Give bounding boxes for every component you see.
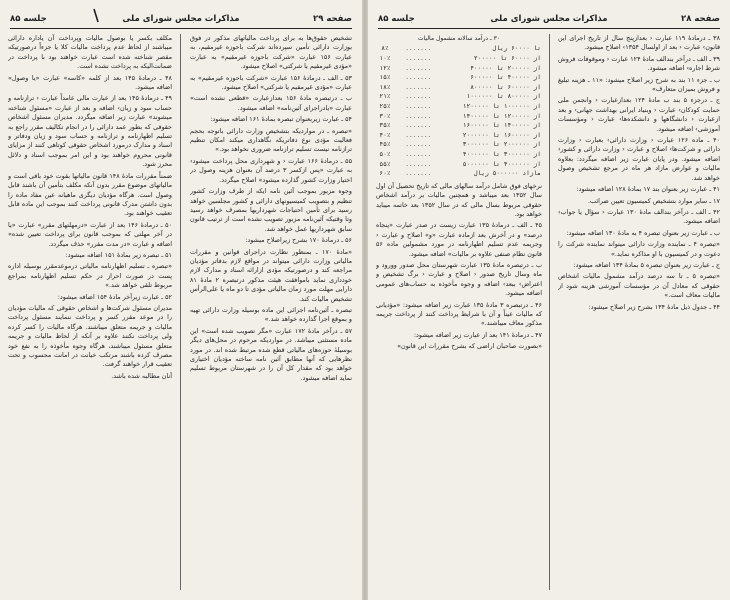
- paragraph: «تبصره ۴ ـ نماینده وزارت دارائی میتواند نماینده شرکت را دعوت و در کمیسیون با او مذاکره نماید.»: [558, 240, 720, 258]
- paragraph: ۴۹ ـ درمادهٔ ۱۴۵ بعد از عبارت مالی عامداً عبارت ‹ ترازنامه و حساب سود و زیان› اضافه و بعد از عبارت «مسئول شناخته میشوند» عبارت زیر اضافه میگردد. مدیران مسئول اشخاص حقوقی که بطور عمد دارائی را در انجام تکالیف مقرر راجع به تسلیم اظهارنامه و ترازنامه و حساب سود و زیان ودفاتر و اسناد و مدارک درمورد اشخاص حقوقی کوتاهی کنند از مزایای قانونی محروم خواهند بود و این امر بموجب اسناد و دلائل محرز شود.: [8, 94, 172, 169]
- paragraph: ج ـ عبارت زیر بعنوان تبصره ۵ بمادهٔ ۱۳۴ اضافه میشود:: [573, 260, 720, 269]
- paragraph: «تبصره ـ تسلیم اظهارنامه مالیاتی درموعدمقرر بوسیله اداره پست در صورت احراز در حکم تسلیم اظهارنامه بمراجع مربوط تلقی خواهد شد.»: [8, 262, 172, 290]
- tax-table-row: [376, 169, 542, 179]
- tax-table-row: [376, 102, 542, 112]
- income-bracket-cell: از ۱۲۰۰۰۰۰ تا ۱۴۰۰۰۰۰: [462, 112, 541, 120]
- income-bracket-cell: از ۳۰۰۰۰۰۰ تا ۴۰۰۰۰۰۰: [462, 150, 541, 158]
- tax-table-row: [376, 150, 542, 160]
- tax-rate-table: [376, 44, 542, 178]
- paragraph: ۴۴ ـ جدول ذیل مادهٔ ۱۳۴ بشرح زیر اصلاح میشود:: [588, 302, 720, 311]
- income-bracket-cell: تا ۶۰۰۰۰ ریال: [492, 45, 541, 53]
- leader-dots: .......: [405, 112, 432, 120]
- left-page-header: [10, 14, 352, 29]
- paragraph: مدیران مسئول شرکت‌ها و اشخاص حقوقی که مالیات مؤدیان را در موعد مقرر کسر و پرداخت ننمایند مسئول پرداخت مالیات و جریمه متعلق میباشند. هرگاه مالیات را کسر کرده ولی پرداخت نکنند علاوه بر آنکه از لحاظ مالیات و جریمه متعلق مسئول میباشند، هرگاه وجوه مأخوذه را به نفع خود مصرف کرده باشند مرتکب خیانت در امانت محسوب و تحت تعقیب قرار خواهند گرفت.: [8, 303, 172, 369]
- income-bracket-cell: از ۶۰۰۰۰ تا ۲۰۰۰۰۰: [473, 55, 541, 62]
- tax-table-caption: ۳۰ ـ درآمد سالانه مشمول مالیات: [417, 35, 501, 42]
- tax-rate-cell: ۸٪: [381, 45, 389, 53]
- paragraph: ضمناً مقررات مادهٔ ۱۴۸ قانون مالیاتها بقوت خود باقی است و مالیاتهای موضوع مقرر بدون آنکه مکلف بتأمین آن باشند قابل وصول است. هرگاه مؤدیان دیگری ماهیانه عین مفاد ماده را بدون داشتن مدرک قانونی پرداخت کنند بموجب این ماده قابل تعقیب خواهند بود.: [8, 171, 172, 218]
- right-page: [368, 0, 730, 600]
- paragraph: «تبصره ـ در مواردیکه بتشخیص وزارت دارائی باتوجه بحجم فعالیت مؤدی نوع دفاتریکه نگاهداری میکند امکان تنظیم ترازنامه نیست تسلیم ترازنامه ضروری نخواهد بود.»: [190, 126, 352, 154]
- right-page-inner-text: [376, 182, 542, 352]
- income-bracket-cell: از ۴۰۰۰۰۰۰ تا ۵۰۰۰۰۰۰: [462, 160, 541, 168]
- tax-table-row: [376, 131, 542, 141]
- income-bracket-cell: از ۱۰۰۰۰۰۰ تا ۱۲۰۰۰۰۰: [462, 102, 541, 110]
- leader-dots: .......: [405, 131, 432, 139]
- paragraph: ب ـ عبارت زیر بعنوان تبصره ۴ به مادهٔ ۱۳۰ اضافه میشود:: [566, 228, 720, 237]
- tax-table-row: [376, 44, 542, 54]
- right-page-title: مذاکرات مجلس شورای ملی: [490, 14, 608, 24]
- tax-table-row: [376, 160, 542, 170]
- income-bracket-cell: از ۲۰۰۰۰۰۰ تا ۳۰۰۰۰۰۰: [462, 141, 541, 149]
- paragraph: ۵۳ ـ الف ـ درمادهٔ ۱۵۶ عبارت «شرکت باحوزه غیرمقیم» به عبارت «مؤدی غیرمقیم یا شرکتی» اصلاح میشود.: [190, 73, 352, 92]
- income-bracket-cell: از ۱۴۰۰۰۰۰ تا ۱۶۰۰۰۰۰: [462, 122, 541, 130]
- tax-rate-cell: ۲۱٪: [379, 93, 391, 101]
- tax-rate-cell: ۴۰٪: [379, 131, 391, 139]
- paragraph: ۴۲ ـ الف ـ درآخر بندالف مادهٔ ۱۳۰ عبارت ‹ سؤال یا جواب› اضافه میشود.: [558, 207, 720, 226]
- paragraph: ۴۰ ـ ماده ۱۲۶ عبارت ‹ وزارت دارائی› بعبارت ‹ وزارت دارائی و شرکت‌ها› اصلاح و عبارت ‹ وزارت دارائی و کشور› اضافه میشود. ودر پایان عبارت زیر اضافه میگردد: بعلاوه مالیات و عوارض مازاد هر ماه در مرجع تشخیص وصول خواهد شد.: [558, 136, 720, 182]
- tax-rate-cell: ۱۵٪: [379, 74, 391, 82]
- tax-table-row: [376, 112, 542, 122]
- right-page-inner-column: [376, 34, 542, 594]
- leader-dots: .......: [405, 55, 432, 62]
- paragraph: ۴۱ ـ عبارت زیر بعنوان بند ۱۷ بمادهٔ ۱۲۸ اضافه میشود:: [576, 185, 720, 194]
- right-page-number: صفحه ۲۸: [681, 14, 720, 24]
- paragraph: «بصورت صاحبان اراضی که بشرح مقررات این قانون»: [397, 342, 542, 351]
- income-bracket-cell: از ۱۶۰۰۰۰۰ تا ۲۰۰۰۰۰۰: [462, 131, 541, 139]
- income-bracket-cell: از ۲۰۰۰۰۰ تا ۴۰۰۰۰۰: [470, 64, 541, 72]
- tax-rate-cell: ۱۸٪: [379, 83, 391, 91]
- paragraph: ب ـ جزء ۱۱ بند به شرح زیر اصلاح میشود: «۱۱ ـ هزینه تبلیغ و فروش بمیزان متعارف»: [558, 75, 720, 94]
- paragraph: ۵۱ ـ تبصره زیر بمادهٔ ۱۵۱ اضافه میشود:: [65, 250, 172, 259]
- paragraph: مکلف بکسر یا بوصول مالیات وپرداخت آن یاداره دارائی میباشند از لحاظ عدم پرداخت مالیات کلا یا جزءاً درصورتیکه مقصر شناخته شده است عبارت خواهند بود با پرداخت در ضمانت‌الیکه به پرداخت نشده است.: [8, 34, 172, 71]
- left-page: [0, 0, 362, 600]
- tax-rate-cell: ۵۵٪: [379, 160, 391, 168]
- leader-dots: .......: [405, 93, 432, 101]
- tax-table-row: [376, 54, 542, 64]
- paragraph: تبصره ـ آئین‌نامه اجرائی این ماده بوسیله وزارت دارائی تهیه و بموقع اجرا گذارده خواهد شد.»: [190, 305, 352, 324]
- income-bracket-cell: مازاد ۵۰۰۰۰۰۰ ریال: [473, 170, 541, 178]
- paragraph: ج ـ درجزء ۵ بند ب مادهٔ ۱۲۴ بعدازعبارت ‹ وانجمن ملی حمایت کودکان› عبارت ‹ وبنیاد ایرانی بهداشت جهانی› و بعد ازعبارت ‹ دانشگاهها و دانشکده‌ها› عبارت ‹ ومؤسسات آموزشی› اضافه میشود.: [558, 96, 720, 133]
- left-page-number: صفحه ۲۹: [313, 14, 352, 24]
- paragraph: ۵۵ ـ درمادهٔ ۱۶۶ عبارت ‹ و شهرداری محل پرداخت میشود› به عبارت «پس ازکسر ۳ درصد آن بعنوان هزینه وصول در اختیار وزارت کشور گذارده میشود» اصلاح میگردد.: [190, 156, 352, 184]
- paragraph: ب ـ درتبصره مادهٔ ۱۳۵ عبارت شهرستان محل صدور وورود و ماه وسال تاریخ صدور ‹ اصلاح و عبارت ‹ برگ تشخیص و اعتراض› ببعد› اضافه و وجوه مأخوذه به حساب‌های عمومی اضافه میشود.: [376, 260, 542, 298]
- leader-dots: .......: [405, 141, 432, 149]
- paragraph: ۳۹ ـ الف ـ درآخر بندالف مادهٔ ۱۲۴ عبارت ‹ وموقوفات فروش شرط اجاره› اضافه میشود.: [558, 54, 720, 73]
- paragraph: وجوه مزبور بموجب آئین نامه ایکه از طرف وزارت کشور تنظیم و بتصویب کمیسیونهای دارائی و کشور مجلسین خواهد رسید برای تأمین احتیاجات شهرداریها بمصرف خواهد رسید وتا وقتیکه آئین‌نامه مزبور تصویب نشده است از ترتیب قانون سابق شهرداریها عمل خواهد شد.: [190, 187, 352, 233]
- tax-rate-cell: ۳۰٪: [379, 112, 391, 120]
- paragraph: ب ـ درتبصره مادهٔ ۱۵۶ بعدازعبارت «قطعی نشده است» عبارت «یادراجرای آئین‌نامه» اضافه میشود.: [190, 94, 352, 112]
- left-page-inner-column: [8, 34, 172, 594]
- tax-table-row: [376, 83, 542, 93]
- paragraph: ۴۶ ـ درتبصره ۳ مادهٔ ۱۳۵ عبارت زیر اضافه میشود: «مؤدیانی که مالیات عیناً و آن با شرایط پرداخت کنند از پرداخت جریمه مذکور معاف میباشند.»: [376, 300, 542, 328]
- left-page-outer-column: [190, 34, 352, 594]
- paragraph: ۴۷ ـ درمادهٔ ۱۴۱ بعد از عبارت زیر اضافه میشود:: [413, 330, 542, 339]
- tax-table-row: [376, 121, 542, 131]
- paragraph: ۵۴ ـ عبارت زیربعنوان تبصره بمادهٔ ۱۶۱ اضافه میشود:: [210, 115, 352, 124]
- paragraph: ۵۰ ـ درمادهٔ ۱۴۶ بعد از عبارت «درمهلتهای مقرر» عبارت «یا در آخر مهلتی که بموجب قانون برای پرداخت تعیین شده» اضافه و عبارت «در مدت مقرر» حذف میگردد.: [8, 220, 172, 248]
- leader-dots: .......: [405, 83, 432, 91]
- paragraph: ۵۶ ـ درمادهٔ ۱۷۰ بشرح زیراصلاح میشود:: [245, 236, 352, 245]
- paragraph: ۵۷ ـ درآخر مادهٔ ۱۷۲ عبارت «مگر تصویب شده است» این ماده مستثنی میباشد. در مواردیکه مرحوم در محل‌های دیگر بوسیلهٔ حوزه‌های مالیاتی قطع شده مرتبط شده اند. در مورد نظرهایی که آنها مطابق آئین نامه ساخته مؤدیان اختیاری خواهد بود که مقدار کل آن را در شهرستان مربوط تسلیم نماید اضافه میشود.: [190, 326, 352, 382]
- paragraph: آنان مطالبه شده باشد.: [111, 371, 172, 380]
- paragraph: ۳۸ ـ درمادهٔ ۱۱۹ عبارت ‹ بعدازپنج سال از تاریخ اجرای این قانون› عبارت ‹ بعد از اولسال ۱۳۵۴› اصلاح میشود.: [558, 34, 720, 52]
- tax-rate-cell: ۱۲٪: [379, 64, 391, 72]
- right-page-session: جلسه ۸۵: [378, 14, 415, 24]
- tax-rate-cell: ۳۵٪: [379, 122, 391, 130]
- paragraph: ۵۲ ـ عبارت زیرآخر مادهٔ ۱۵۴ اضافه میشود:: [57, 292, 172, 301]
- right-page-header: [378, 14, 720, 29]
- paragraph: ۴۸ ـ درمادهٔ ۱۴۵ بعد از کلمه «کاسه» عبارت «یا وصول» اضافه میشود.: [8, 73, 172, 92]
- paragraph: «مادهٔ ۱۷۰ ـ بمنظور نظارت دراجرای قوانین و مقررات مالیاتی وزارت دارائی میتواند در مواقع لازم بدفاتر مؤدیان مراجعه کند و درصورتیکه مؤدی ازارائه اسناد و مدارک لازم خودداری نماید باموافقت هیئت مذکور درتبصره ۲ مادهٔ ۸۱ دارایی مهلت مورد زمان مالیاتی مؤدی تا دو ماه یا علی‌الرأس تشخیص مالیات کند.: [190, 247, 352, 303]
- column-divider: [180, 34, 181, 590]
- leader-dots: .......: [405, 45, 432, 53]
- tax-table-row: [376, 73, 542, 83]
- right-page-outer-column: [558, 34, 720, 594]
- paragraph: ۱۷ ـ سایر موارد بتشخیص کمیسیون تعیین ضرائب.: [588, 196, 720, 205]
- income-bracket-cell: از ۴۰۰۰۰۰ تا ۶۰۰۰۰۰: [470, 74, 541, 82]
- tax-rate-cell: ۱۰٪: [379, 55, 391, 62]
- leader-dots: .......: [405, 74, 432, 82]
- leader-dots: .......: [405, 122, 432, 130]
- tax-table-row: [376, 92, 542, 102]
- tax-rate-cell: ۶۰٪: [379, 170, 391, 178]
- left-page-session: جلسه ۸۵: [10, 14, 47, 24]
- paragraph: ۴۵ ـ الف ـ درمادهٔ ۱۳۵ عبارت زیست در صدر عبارت «پنجاه درصد» و در آخرش بعد ازماده عبارت «و» اصلاح و عبارت ‹ وجریمه عدم تسلیم اظهارنامه در مورد مشمولین ماده ۵۶ قانون نظام صنفی علاوه بر مالیات» اضافه میشود.: [376, 221, 542, 258]
- paragraph: «تبصره ۵ ـ تا سه درصد درآمد مشمول مالیات اشخاص حقوقی که معادل آن در مؤسسات آموزشی هزینه شود از مالیات معاف است.»: [558, 272, 720, 300]
- leader-dots: .......: [405, 170, 432, 178]
- tax-rate-cell: ۲۵٪: [379, 102, 391, 110]
- leader-dots: .......: [405, 64, 432, 72]
- income-bracket-cell: از ۸۰۰۰۰۰ تا ۱۰۰۰۰۰۰: [466, 93, 541, 101]
- paragraph: تشخیص حقوق‌ها به برای پرداخت مالیاتهای مذکور در فوق بوزارت دارائی تأمین سپرده‌اند شرکت باحوزه غیرمقیم، به عبارت ۱۵۶ عبارت «شرکت باحوزه غیرمقیم» به عبارت «مؤدی غیرمقیم یا شرکتی» اصلاح میشود.: [190, 34, 352, 71]
- tax-table-row: [376, 64, 542, 74]
- left-page-title: مذاکرات مجلس شورای ملی: [122, 14, 240, 24]
- tax-rate-cell: ۴۵٪: [379, 141, 391, 149]
- income-bracket-cell: از ۶۰۰۰۰۰ تا ۸۰۰۰۰۰: [470, 83, 541, 91]
- leader-dots: .......: [405, 150, 432, 158]
- tax-table-row: [376, 140, 542, 150]
- column-divider: [549, 34, 550, 590]
- leader-dots: .......: [405, 102, 432, 110]
- tax-rate-cell: ۵۰٪: [379, 150, 391, 158]
- leader-dots: .......: [405, 160, 432, 168]
- paragraph: نرخهای فوق شامل درآمد سالهای مالی که تاریخ تحصیل آن اول سال ۱۳۵۲ بعد میباشد و همچنین مالیات بر درآمد اشخاص حقوقی مربوط بسال مالی که در سال ۱۳۵۲ بعد خاتمه میباید خواهد بود.: [376, 181, 542, 218]
